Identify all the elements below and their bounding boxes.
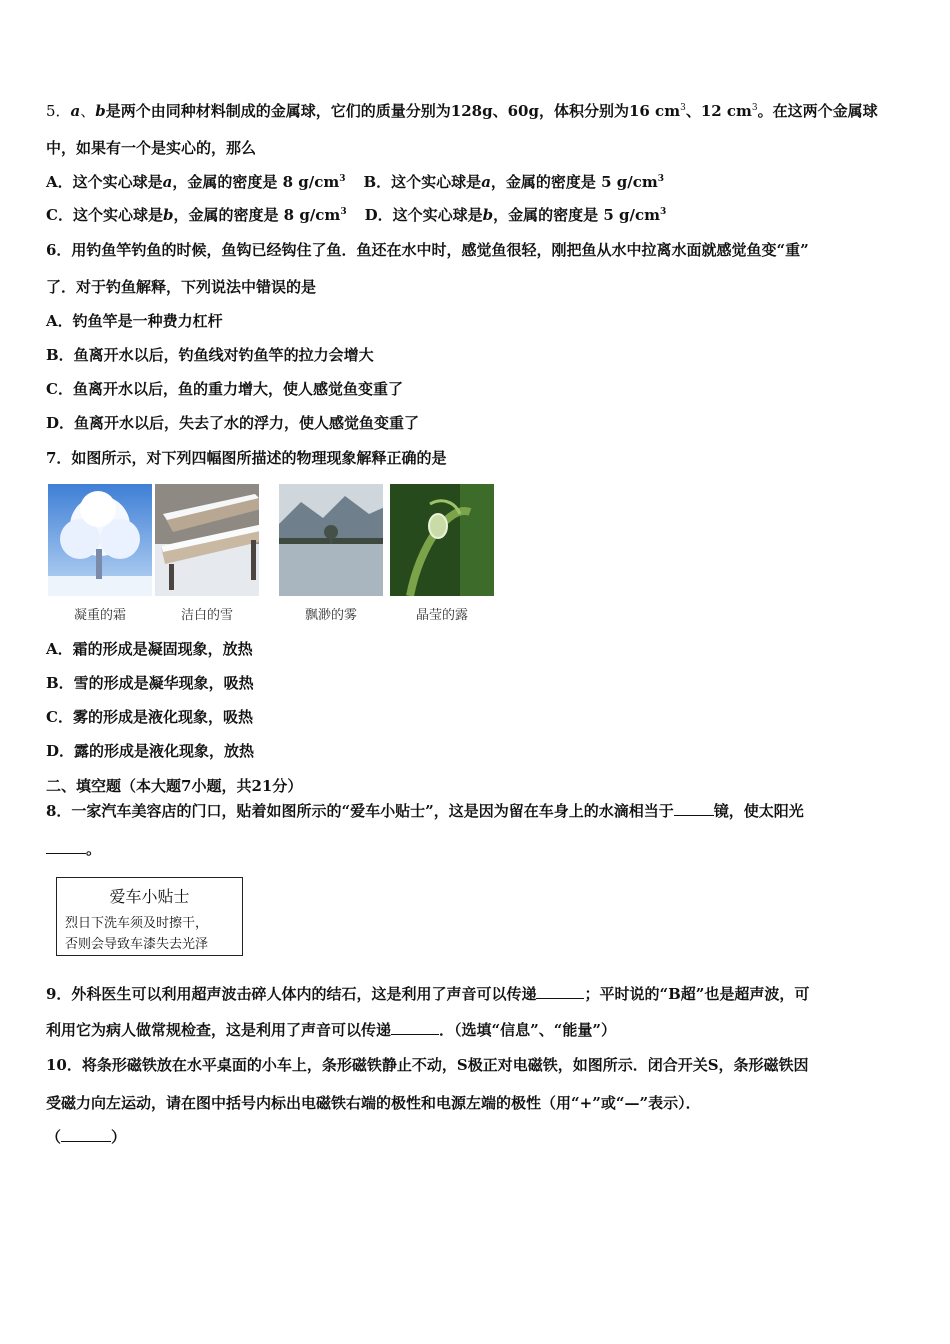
q6-option-d[interactable]: D．鱼离开水以后，失去了水的浮力，使人感觉鱼变重了 [46, 414, 420, 432]
tip-title: 爱车小贴士 [109, 887, 190, 906]
q6-option-a[interactable]: A．钓鱼竿是一种费力杠杆 [46, 312, 223, 330]
q8-blank-1[interactable] [674, 801, 714, 816]
q7-option-d[interactable]: D．露的形成是液化现象，放热 [46, 742, 255, 760]
tip-line-1: 烈日下洗车须及时擦干， [65, 916, 209, 931]
q7-option-c[interactable]: C．雾的形成是液化现象，吸热 [46, 708, 253, 726]
q9-blank-2[interactable] [391, 1020, 439, 1035]
q7-option-b[interactable]: B．雪的形成是凝华现象，吸热 [46, 674, 254, 692]
q10-answer-line: （ ） [46, 1128, 127, 1146]
q8-blank-2[interactable] [46, 839, 86, 854]
caption-fog: 飘渺的雾 [304, 608, 357, 623]
q5-options-ab [46, 172, 664, 192]
q8-stem-line1: 8．一家汽车美容店的门口，贴着如图所示的“爱车小贴士”，这是因为留在车身上的水滴相当于 镜，使太阳光 [46, 802, 804, 820]
q7-stem: 7．如图所示，对下列四幅图所描述的物理现象解释正确的是 [46, 449, 447, 467]
q5-option-b[interactable]: B．这个实心球是a，金属的密度是 5 $g/cm^3$ [363, 173, 665, 191]
q6-option-b[interactable]: B．鱼离开水以后，钓鱼线对钓鱼竿的拉力会增大 [46, 346, 374, 364]
fog-lake-photo [279, 484, 383, 596]
q5-option-a[interactable]: A．这个实心球是a，金属的密度是 8 $g/cm^3$ [46, 173, 346, 191]
q7-option-a[interactable]: A．霜的形成是凝固现象，放热 [46, 640, 253, 658]
q5-option-c[interactable]: C．这个实心球是b，金属的密度是 8 $g/cm^3$ [46, 206, 347, 224]
frost-tree-photo [48, 484, 152, 596]
q6-option-c[interactable]: C．鱼离开水以后，鱼的重力增大，使人感觉鱼变重了 [46, 380, 403, 398]
q9-blank-1[interactable] [536, 984, 584, 999]
q8-stem-line2: 。 [46, 839, 101, 859]
q10-blank[interactable] [61, 1127, 111, 1142]
q5-option-d[interactable]: D．这个实心球是b，金属的密度是 5 $g/cm^3$ [364, 206, 667, 224]
q10-stem-line2: 受磁力向左运动，请在图中括号内标出电磁铁右端的极性和电源左端的极性（用“+”或“—”表示）． [46, 1094, 701, 1112]
q9-stem-line1: 9．外科医生可以利用超声波击碎人体内的结石，这是利用了声音可以传递 ；平时说的“B超”也是超声波，可 [46, 985, 810, 1003]
q9-stem-line2: 利用它为病人做常规检查，这是利用了声音可以传递 ．（选填“信息”、“能量”） [46, 1021, 617, 1039]
caption-snow: 洁白的雪 [180, 608, 233, 623]
dew-leaf-photo [390, 484, 494, 596]
q10-stem-line1: 10．将条形磁铁放在水平桌面的小车上，条形磁铁静止不动，S极正对电磁铁，如图所示．闭合开关S，条形磁铁因 [46, 1056, 809, 1074]
caption-frost: 凝重的霜 [73, 608, 126, 623]
section-heading: 二、填空题（本大题7小题，共21分） [46, 777, 303, 795]
q6-stem-line1: 6．用钓鱼竿钓鱼的时候，鱼钩已经钩住了鱼．鱼还在水中时，感觉鱼很轻，刚把鱼从水中拉离水面就感觉鱼变“重” [46, 241, 809, 259]
car-tip-sign [56, 877, 243, 956]
q5-stem-line1: 5．a、b是两个由同种材料制成的金属球，它们的质量分别为128g、60g，体积分别为16 $cm^3$、12 $cm^3$。在这两个金属球 [46, 102, 878, 120]
q5-stem-line2: 中，如果有一个是实心的，那么 [46, 139, 257, 157]
snow-bench-photo [155, 484, 259, 596]
q5-options-cd [46, 205, 666, 225]
tip-line-2: 否则会导致车漆失去光泽 [65, 937, 209, 952]
caption-dew: 晶莹的露 [415, 608, 468, 623]
q6-stem-line2: 了．对于钓鱼解释，下列说法中错误的是 [46, 278, 317, 296]
